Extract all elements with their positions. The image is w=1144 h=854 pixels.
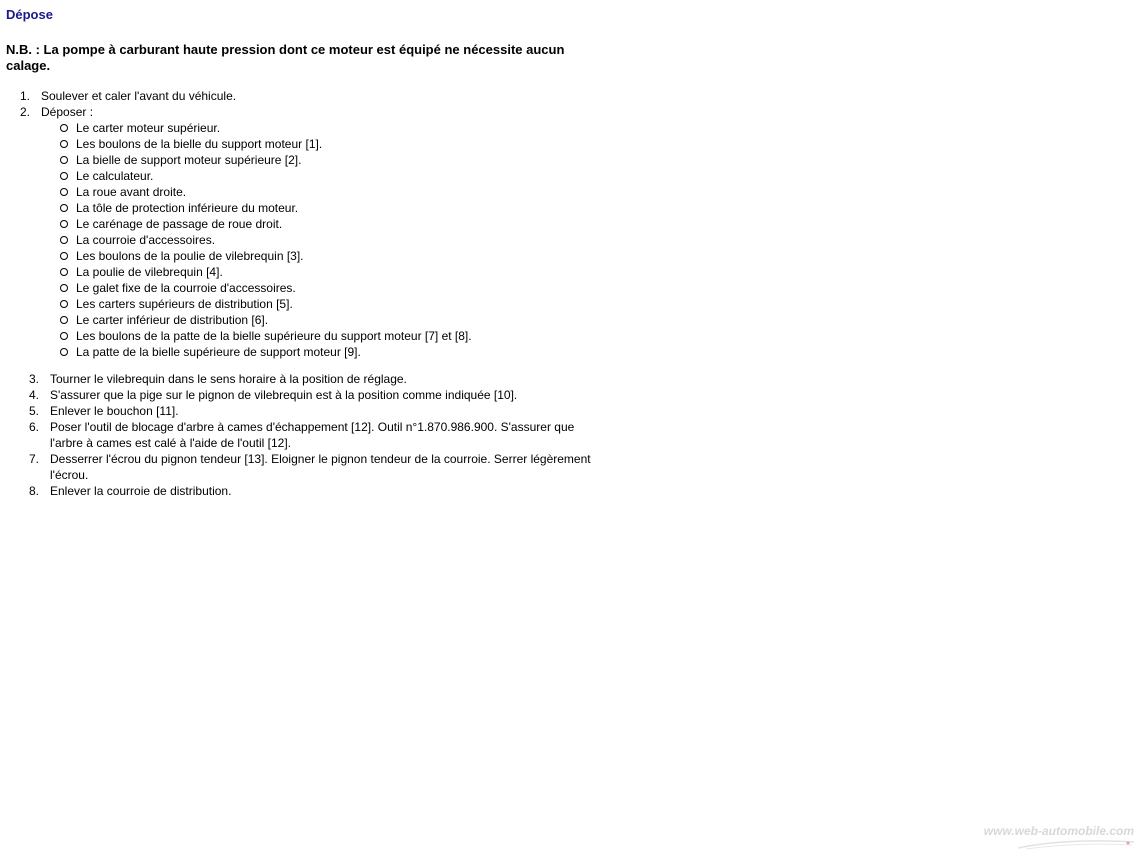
note-paragraph: N.B. : La pompe à carburant haute pression dont ce moteur est équipé ne nécessite aucun calage. bbox=[6, 42, 565, 73]
sub-list-item bbox=[41, 200, 472, 216]
circle-bullet-icon bbox=[60, 172, 68, 180]
step-number: 1. bbox=[20, 89, 31, 103]
sub-item-text: Les carters supérieurs de distribution [5]. bbox=[76, 297, 293, 311]
steps-list-first bbox=[0, 88, 472, 360]
step-number: 3. bbox=[29, 372, 40, 386]
circle-bullet-icon bbox=[60, 252, 68, 260]
step-text: Déposer : bbox=[41, 105, 94, 119]
sub-list-item bbox=[41, 280, 472, 296]
sub-list-item bbox=[41, 136, 472, 152]
circle-bullet-icon bbox=[60, 284, 68, 292]
step-text: Poser l'outil de blocage d'arbre à cames d'échappement [12]. Outil n°1.870.986.900. S'assurer que l'arbre à cames est calé à l'aide de l'outil [12]. bbox=[50, 420, 575, 450]
list-item bbox=[0, 371, 600, 387]
sub-item-text: Les boulons de la poulie de vilebrequin [3]. bbox=[76, 249, 304, 263]
step-text: Enlever la courroie de distribution. bbox=[50, 484, 232, 498]
list-item bbox=[0, 419, 600, 451]
circle-bullet-icon bbox=[60, 236, 68, 244]
step-text: Desserrer l'écrou du pignon tendeur [13]. Eloigner le pignon tendeur de la courroie. Serrer légèrement l'écrou. bbox=[50, 452, 591, 482]
circle-bullet-icon bbox=[60, 124, 68, 132]
list-item bbox=[0, 483, 600, 499]
list-item bbox=[0, 88, 472, 104]
circle-bullet-icon bbox=[60, 140, 68, 148]
sub-list-item bbox=[41, 168, 472, 184]
step-number: 6. bbox=[29, 420, 40, 434]
sub-item-text: Le galet fixe de la courroie d'accessoires. bbox=[76, 281, 296, 295]
circle-bullet-icon bbox=[60, 348, 68, 356]
sub-item-text: Les boulons de la bielle du support moteur [1]. bbox=[76, 137, 323, 151]
sub-item-text: La bielle de support moteur supérieure [2]. bbox=[76, 153, 302, 167]
sub-item-text: La tôle de protection inférieure du moteur. bbox=[76, 201, 299, 215]
section-title: Dépose bbox=[6, 7, 53, 22]
sub-item-text: La patte de la bielle supérieure de support moteur [9]. bbox=[76, 345, 361, 359]
circle-bullet-icon bbox=[60, 316, 68, 324]
step-number: 8. bbox=[29, 484, 40, 498]
sub-list-item bbox=[41, 248, 472, 264]
steps-list-second bbox=[0, 371, 600, 499]
list-item bbox=[0, 387, 600, 403]
sub-item-text: Le carénage de passage de roue droit. bbox=[76, 217, 283, 231]
circle-bullet-icon bbox=[60, 300, 68, 308]
circle-bullet-icon bbox=[60, 268, 68, 276]
sub-list-item bbox=[41, 184, 472, 200]
sub-list-item bbox=[41, 344, 472, 360]
circle-bullet-icon bbox=[60, 220, 68, 228]
step-text: Soulever et caler l'avant du véhicule. bbox=[41, 89, 237, 103]
sub-items-list bbox=[41, 120, 472, 360]
step-text: Tourner le vilebrequin dans le sens horaire à la position de réglage. bbox=[50, 372, 407, 386]
sub-item-text: Le calculateur. bbox=[76, 169, 154, 183]
sub-list-item bbox=[41, 120, 472, 136]
sub-list-item bbox=[41, 152, 472, 168]
watermark: www.web-automobile.com bbox=[983, 824, 1134, 838]
sub-list-item bbox=[41, 232, 472, 248]
list-item bbox=[0, 403, 600, 419]
sub-list-item bbox=[41, 312, 472, 328]
circle-bullet-icon bbox=[60, 204, 68, 212]
sub-item-text: La poulie de vilebrequin [4]. bbox=[76, 265, 223, 279]
circle-bullet-icon bbox=[60, 188, 68, 196]
step-number: 4. bbox=[29, 388, 40, 402]
watermark-swoosh-icon bbox=[1016, 836, 1136, 850]
sub-list-item bbox=[41, 216, 472, 232]
circle-bullet-icon bbox=[60, 332, 68, 340]
sub-item-text: Le carter moteur supérieur. bbox=[76, 121, 221, 135]
sub-item-text: Le carter inférieur de distribution [6]. bbox=[76, 313, 269, 327]
sub-item-text: La roue avant droite. bbox=[76, 185, 187, 199]
sub-list-item bbox=[41, 296, 472, 312]
sub-list-item bbox=[41, 264, 472, 280]
circle-bullet-icon bbox=[60, 156, 68, 164]
step-text: S'assurer que la pige sur le pignon de vilebrequin est à la position comme indiquée [10]. bbox=[50, 388, 518, 402]
sub-list-item bbox=[41, 328, 472, 344]
sub-item-text: La courroie d'accessoires. bbox=[76, 233, 216, 247]
step-text: Enlever le bouchon [11]. bbox=[50, 404, 179, 418]
sub-item-text: Les boulons de la patte de la bielle supérieure du support moteur [7] et [8]. bbox=[76, 329, 472, 343]
step-number: 2. bbox=[20, 105, 31, 119]
list-item bbox=[0, 104, 472, 360]
step-number: 5. bbox=[29, 404, 40, 418]
list-item bbox=[0, 451, 600, 483]
step-number: 7. bbox=[29, 452, 40, 466]
